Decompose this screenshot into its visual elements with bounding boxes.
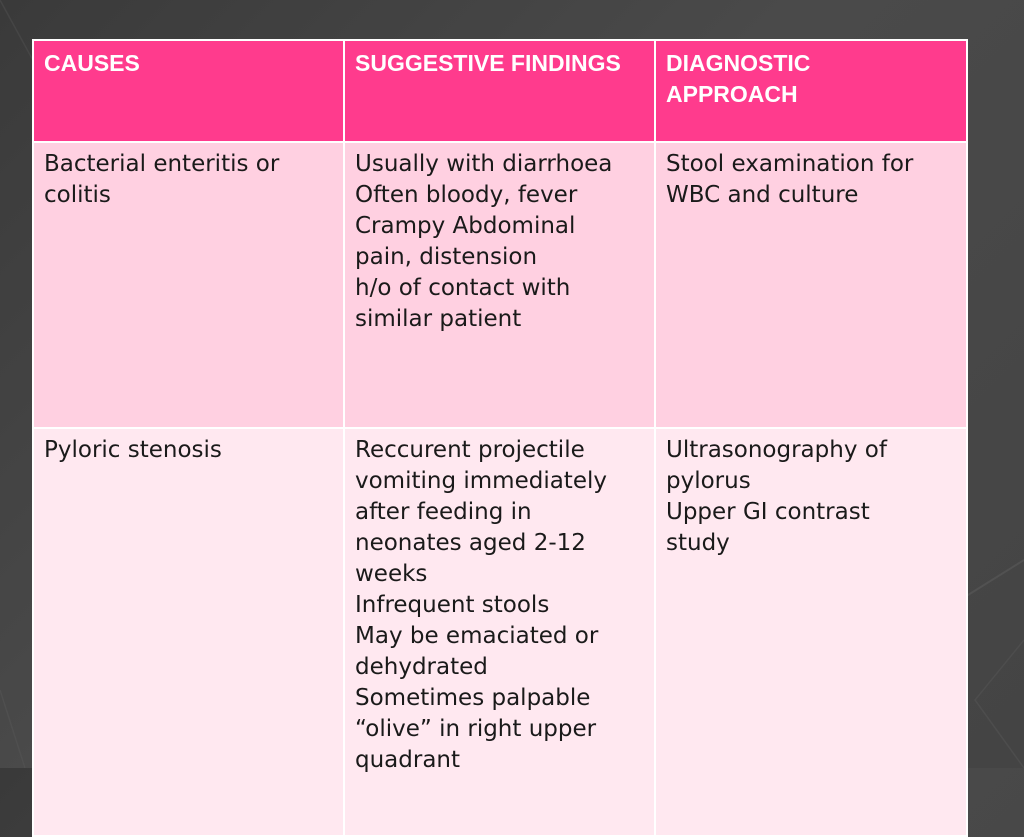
cell-line: WBC and culture [666,182,859,208]
cell-cause [33,142,344,428]
cell-line: Bacterial enteritis or [44,151,280,177]
cell-line: Upper GI contrast [666,499,870,525]
cell-line: after feeding in [355,499,532,525]
cell-line: pain, distension [355,244,538,270]
cell-line: neonates aged 2-12 [355,530,586,556]
cell-line: colitis [44,182,111,208]
cell-line: Usually with diarrhoea [355,151,613,177]
cell-line: “olive” in right upper [355,716,597,742]
cell-line: Often bloody, fever [355,182,578,208]
cell-approach [655,142,967,428]
cell-line: similar patient [355,306,522,332]
header-line: DIAGNOSTIC [666,50,811,76]
cell-findings [344,428,655,836]
header-suggestive-findings [344,40,655,142]
cell-line: Infrequent stools [355,592,550,618]
cell-line: pylorus [666,468,751,494]
cell-line: h/o of contact with [355,275,571,301]
cell-line: Stool examination for [666,151,914,177]
table-row [33,428,967,836]
header-causes [33,40,344,142]
cell-line: vomiting immediately [355,468,607,494]
cell-line: study [666,530,730,556]
cell-cause [33,428,344,836]
header-line: APPROACH [666,81,798,107]
header-diagnostic-approach [655,40,967,142]
cell-line: Reccurent projectile [355,437,585,463]
cell-line: Pyloric stenosis [44,437,222,463]
cell-line: May be emaciated or [355,623,599,649]
cell-line: Sometimes palpable [355,685,591,711]
cell-line: Crampy Abdominal [355,213,576,239]
cell-line: quadrant [355,747,461,773]
table-header-row [33,40,967,142]
cell-line: weeks [355,561,428,587]
header-line: CAUSES [44,50,140,76]
table-row [33,142,967,428]
cell-line: Ultrasonography of [666,437,887,463]
cell-approach [655,428,967,836]
cell-findings [344,142,655,428]
header-line: SUGGESTIVE FINDINGS [355,50,621,76]
cell-line: dehydrated [355,654,488,680]
diagnosis-table [32,39,968,837]
